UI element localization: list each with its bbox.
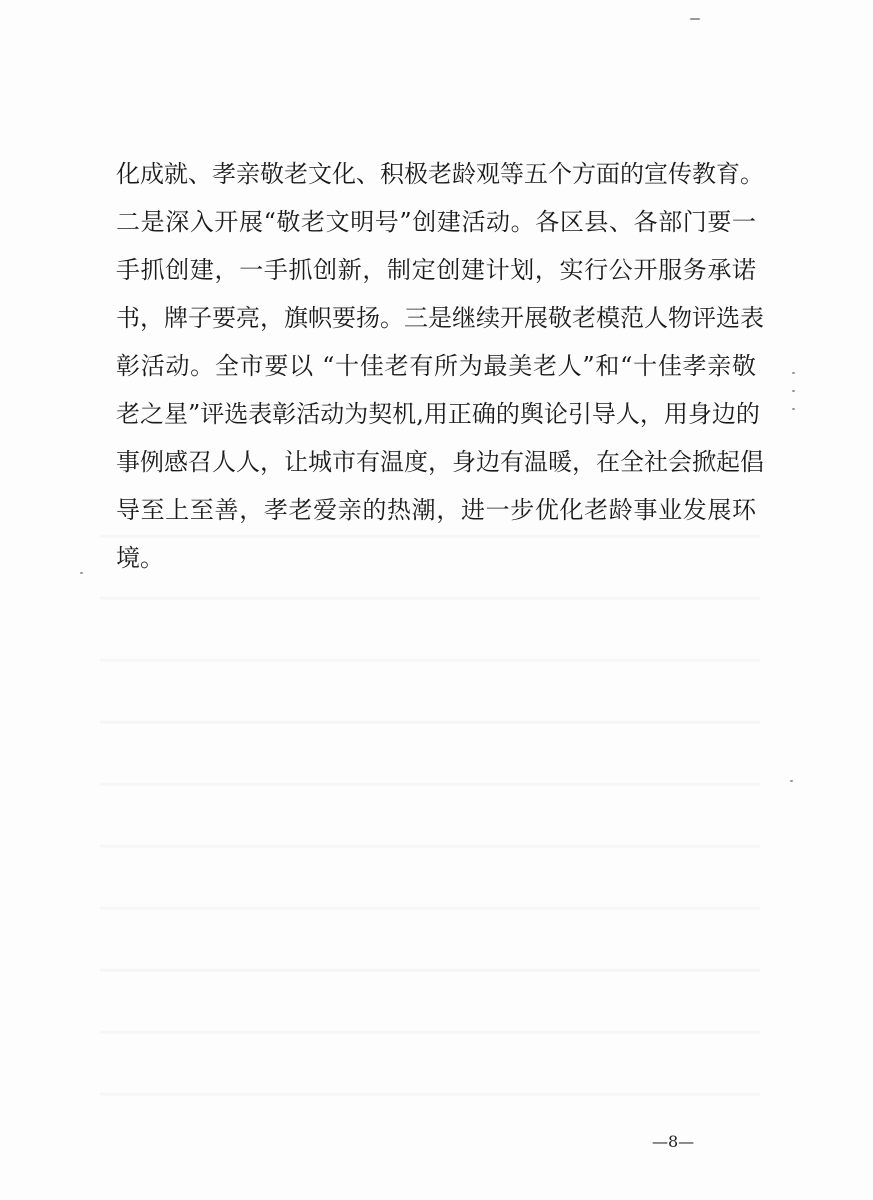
scan-speck xyxy=(792,372,795,374)
body-paragraph xyxy=(116,150,764,582)
page-number: —8— xyxy=(652,1132,695,1151)
text-line: 导至上至善，孝老爱亲的热潮，进一步优化老龄事业发展环 xyxy=(116,496,756,524)
scan-speck xyxy=(80,572,83,574)
scan-speck xyxy=(690,18,700,20)
text-line: 彰活动。全市要以 “十佳老有所为最美老人”和“十佳孝亲敬 xyxy=(116,352,756,380)
text-line: 手抓创建，一手抓创新，制定创建计划，实行公开服务承诺 xyxy=(116,256,756,284)
text-line: 老之星”评选表彰活动为契机,用正确的舆论引导人，用身边的 xyxy=(116,400,760,428)
text-line: 二是深入开展“敬老文明号”创建活动。各区县、各部门要一 xyxy=(116,208,756,236)
bleed-through-shadow xyxy=(100,500,760,1060)
text-line: 事例感召人人，让城市有温度，身边有温暖，在全社会掀起倡 xyxy=(116,448,764,476)
scan-speck xyxy=(792,408,795,410)
text-line: 化成就、孝亲敬老文化、积极老龄观等五个方面的宣传教育。 xyxy=(116,160,764,188)
text-line: 书，牌子要亮，旗帜要扬。三是继续开展敬老模范人物评选表 xyxy=(116,304,764,332)
scan-speck xyxy=(790,780,793,782)
text-line: 境。 xyxy=(116,544,164,572)
scan-speck xyxy=(792,390,795,392)
